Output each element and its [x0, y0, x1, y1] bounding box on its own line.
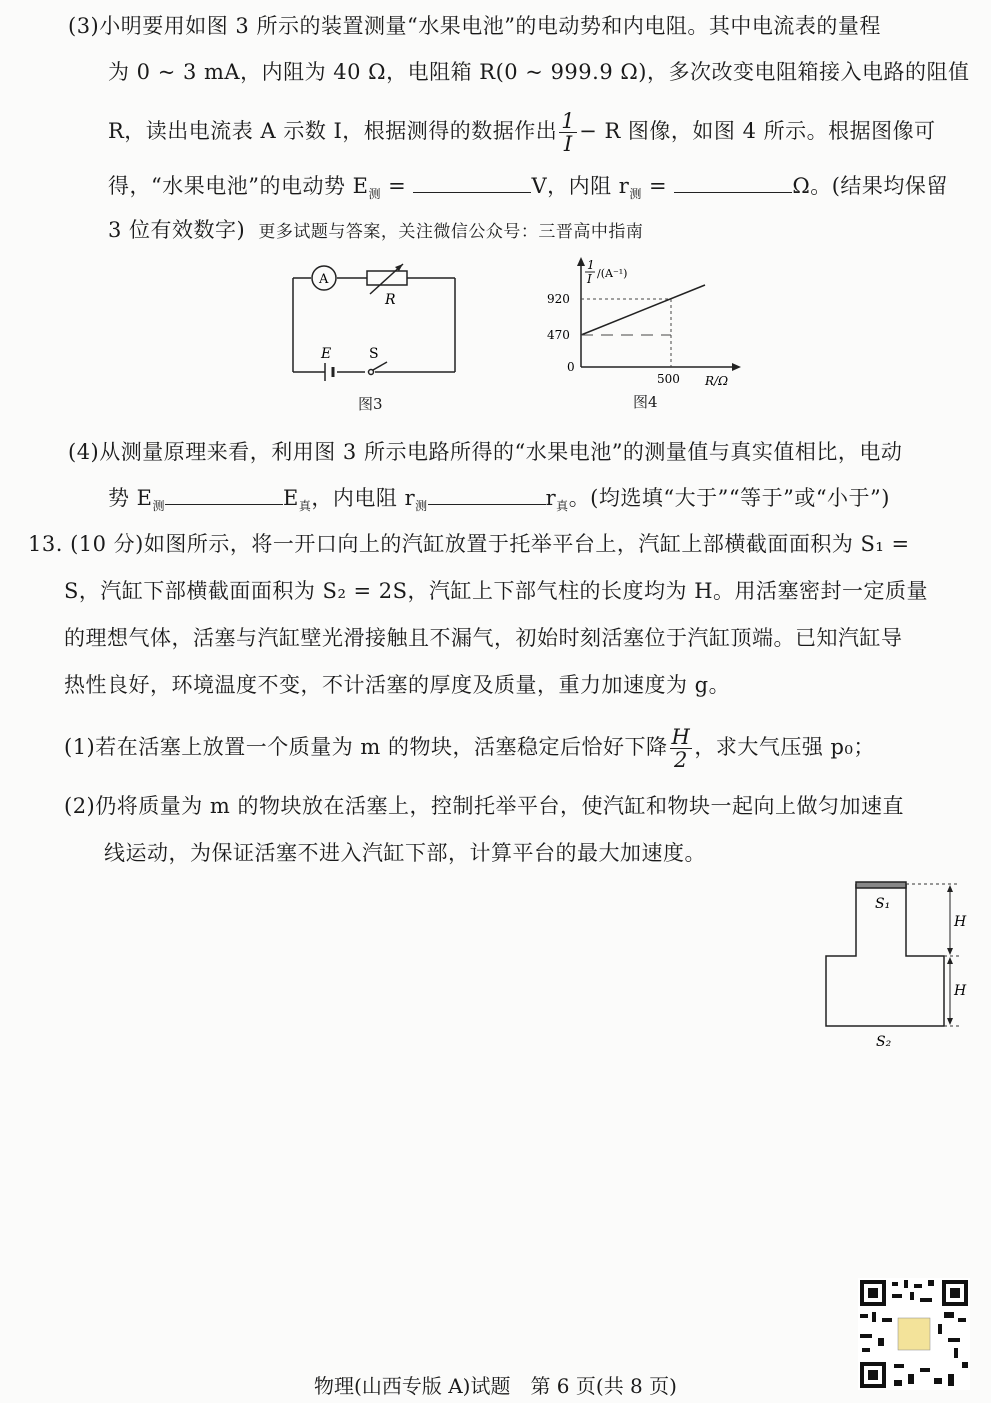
y-axis-label: /(A⁻¹) — [597, 267, 628, 280]
p3-line3 — [108, 110, 936, 155]
emf-compare-blank[interactable] — [165, 486, 283, 505]
figure-4-caption: 图4 — [633, 393, 658, 411]
p4-line2: 势 $E_测$ $E_真$，内电阻 $r_测$ $r_真$。(均选填“大于”“等于”或“小于”) — [108, 486, 890, 514]
q13-sub2a: (2)仍将质量为 m 的物块放在活塞上，控制托举平台，使汽缸和物块一起向上做匀加速直 — [64, 794, 905, 818]
q13-line2: S，汽缸下部横截面面积为 S₂ = 2S，汽缸上下部气柱的长度均为 H。用活塞密封一定质量 — [64, 579, 929, 603]
p3-line3a: R，读出电流表 A 示数 I，根据测得的数据作出 — [108, 119, 558, 143]
svg-text:1: 1 — [587, 258, 595, 272]
emf-answer-blank[interactable] — [413, 174, 531, 193]
p3-line1: (3)小明要用如图 3 所示的装置测量“水果电池”的电动势和内电阻。其中电流表的量程 — [68, 14, 881, 38]
resistor-label: R — [385, 292, 396, 308]
graph-figure-4 — [545, 255, 745, 390]
resistance-compare-blank[interactable] — [428, 486, 546, 505]
q13-line3: 的理想气体，活塞与汽缸壁光滑接触且不漏气，初始时刻活塞位于汽缸顶端。已知汽缸导 — [64, 626, 903, 650]
q13-sub1: (1)若在活塞上放置一个质量为 m 的物块，活塞稳定后恰好下降 $\frac{H}{2}$ ，求大气压强 p₀； — [64, 725, 875, 772]
origin-label: 0 — [567, 360, 575, 374]
circuit-figure-3 — [285, 262, 465, 387]
svg-text:I: I — [587, 272, 592, 286]
p3-line2: 为 0 ~ 3 mA，内阻为 40 Ω，电阻箱 R(0 ~ 999.9 Ω)，多次改变电阻箱接入电路的阻值 — [108, 60, 970, 84]
y-tick-470: 470 — [547, 328, 570, 342]
p3-line3b: − R 图像，如图 4 所示。根据图像可 — [579, 119, 936, 143]
battery-label: E — [321, 346, 332, 362]
wechat-note: 更多试题与答案，关注微信公众号：三晋高中指南 — [258, 222, 644, 242]
q13-line1: 13. (10 分)如图所示，将一开口向上的汽缸放置于托举平台上，汽缸上部横截面面积为 S₁ = — [28, 532, 910, 556]
h-half-fraction: $\frac{H}{2}$ — [671, 725, 691, 772]
cylinder-figure — [820, 878, 980, 1053]
p3-line4: 得，“水果电池”的电动势 $E_测 = V$，内阻 $r_测 = \Omega$。(结果均保留 — [108, 174, 948, 202]
x-tick-500: 500 — [657, 372, 680, 386]
y-tick-920: 920 — [547, 292, 570, 306]
p3-line5: 3 位有效数字) 更多试题与答案，关注微信公众号：三晋高中指南 — [108, 218, 644, 242]
page-footer: 物理(山西专版 A)试题 第 6 页(共 8 页) — [314, 1374, 677, 1398]
x-axis-label: R/Ω — [705, 374, 729, 388]
p4-line1: (4)从测量原理来看，利用图 3 所示电路所得的“水果电池”的测量值与真实值相比，电动 — [68, 440, 903, 464]
s1-label: S₁ — [875, 896, 891, 912]
q13-line4: 热性良好，环境温度不变，不计活塞的厚度及质量，重力加速度为 g。 — [64, 673, 731, 697]
s2-label: S₂ — [876, 1034, 892, 1050]
inverse-i-fraction: $\frac{1}{I}$ — [561, 109, 576, 156]
h-label-lower: H — [954, 983, 967, 999]
q13-sub2b: 线运动，为保证活塞不进入汽缸下部，计算平台的最大加速度。 — [104, 841, 706, 865]
figure-3-caption: 图3 — [358, 395, 383, 413]
h-label-upper: H — [954, 914, 967, 930]
switch-label: S — [369, 346, 379, 362]
resistance-answer-blank[interactable] — [674, 174, 792, 193]
data-line — [581, 285, 705, 335]
ammeter-label: A — [319, 272, 329, 287]
